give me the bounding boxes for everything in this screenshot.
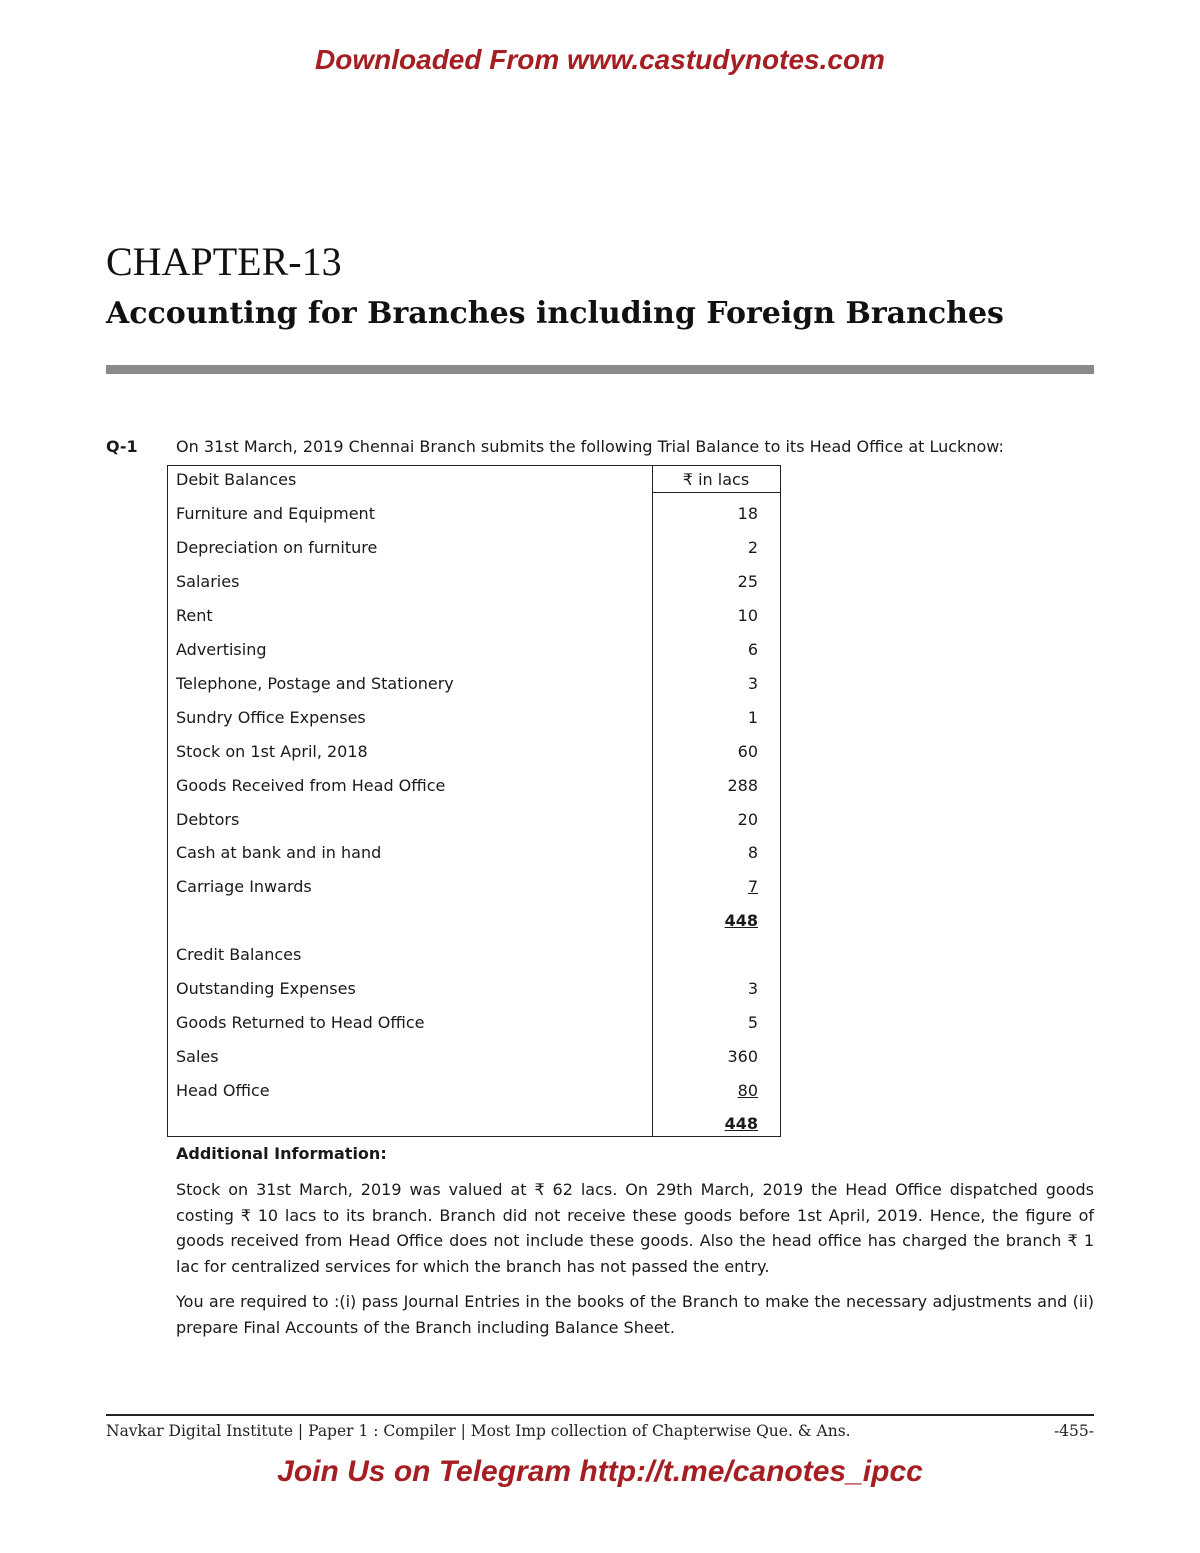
download-source-banner: Downloaded From www.castudynotes.com <box>315 44 885 75</box>
row-label: Goods Received from Head Office <box>176 776 446 795</box>
row-amount: 25 <box>737 572 758 591</box>
credit-total: 448 <box>724 1114 758 1133</box>
row-amount: 10 <box>737 606 758 625</box>
table-row <box>168 1081 780 1111</box>
additional-info-heading: Additional Information: <box>176 1144 387 1163</box>
chapter-number: CHAPTER-13 <box>106 239 342 284</box>
row-amount: 80 <box>737 1081 758 1100</box>
table-row <box>168 810 780 840</box>
row-label: Telephone, Postage and Stationery <box>176 674 454 693</box>
row-label: Advertising <box>176 640 267 659</box>
table-row <box>168 606 780 636</box>
row-label: Cash at bank and in hand <box>176 843 382 862</box>
row-amount: 7 <box>747 877 758 896</box>
question-label: Q-1 <box>106 437 138 456</box>
title-divider <box>106 365 1094 374</box>
trial-balance-table <box>167 465 781 1137</box>
question-intro: On 31st March, 2019 Chennai Branch submits the following Trial Balance to its Head Office at Lucknow: <box>176 437 1004 456</box>
table-row <box>168 674 780 704</box>
table-header-row <box>168 470 780 500</box>
table-row <box>168 708 780 738</box>
row-label: Outstanding Expenses <box>176 979 356 998</box>
table-row <box>168 538 780 568</box>
row-label: Head Office <box>176 1081 270 1100</box>
row-amount: 1 <box>747 708 758 727</box>
row-label: Sales <box>176 1047 219 1066</box>
additional-info-paragraph: Stock on 31st March, 2019 was valued at ₹ 62 lacs. On 29th March, 2019 the Head Office dispatched goods costing ₹ 10 lacs to its branch. Branch did not receive these goods before 1st April, 2019. Hence, the figure of goods received from Head Office does not include these goods. Also the head office has charged the branch ₹ 1 lac for centralized services for which the branch has not passed the entry. <box>176 1180 1094 1276</box>
table-row <box>168 504 780 534</box>
row-amount: 3 <box>747 674 758 693</box>
table-row <box>168 843 780 873</box>
row-label: Debtors <box>176 810 240 829</box>
requirement-paragraph: You are required to :(i) pass Journal Entries in the books of the Branch to make the necessary adjustments and (ii) prepare Final Accounts of the Branch including Balance Sheet. <box>176 1292 1094 1337</box>
table-row <box>168 742 780 772</box>
table-row <box>168 776 780 806</box>
row-amount: 18 <box>737 504 758 523</box>
page-number: -455- <box>1053 1422 1094 1440</box>
telegram-banner: Join Us on Telegram http://t.me/canotes_ipcc <box>277 1455 923 1488</box>
table-row <box>168 979 780 1009</box>
table-row <box>168 1013 780 1043</box>
debit-total-row <box>168 911 780 941</box>
chapter-title: Accounting for Branches including Foreign Branches <box>106 296 1004 331</box>
credit-heading-row <box>168 945 780 975</box>
amount-unit-heading: ₹ in lacs <box>682 470 750 489</box>
row-amount: 2 <box>747 538 758 557</box>
debit-total: 448 <box>724 911 758 930</box>
row-label: Carriage Inwards <box>176 877 312 896</box>
row-amount: 288 <box>727 776 758 795</box>
row-label: Goods Returned to Head Office <box>176 1013 425 1032</box>
row-amount: 360 <box>727 1047 758 1066</box>
table-row <box>168 572 780 602</box>
credit-balances-heading: Credit Balances <box>176 945 302 964</box>
footer-caption: Navkar Digital Institute | Paper 1 : Compiler | Most Imp collection of Chapterwise Que. & Ans. <box>106 1422 851 1440</box>
row-amount: 60 <box>737 742 758 761</box>
row-label: Depreciation on furniture <box>176 538 378 557</box>
row-label: Stock on 1st April, 2018 <box>176 742 368 761</box>
table-row <box>168 1047 780 1077</box>
debit-balances-heading: Debit Balances <box>176 470 297 489</box>
row-label: Furniture and Equipment <box>176 504 375 523</box>
row-amount: 5 <box>747 1013 758 1032</box>
row-label: Sundry Office Expenses <box>176 708 366 727</box>
row-amount: 8 <box>747 843 758 862</box>
page-footer <box>106 1422 1094 1440</box>
row-label: Rent <box>176 606 213 625</box>
table-row <box>168 640 780 670</box>
row-amount: 6 <box>747 640 758 659</box>
footer-divider <box>106 1414 1094 1416</box>
row-amount: 20 <box>737 810 758 829</box>
credit-total-row <box>168 1114 780 1144</box>
table-row <box>168 877 780 907</box>
row-amount: 3 <box>747 979 758 998</box>
row-label: Salaries <box>176 572 240 591</box>
